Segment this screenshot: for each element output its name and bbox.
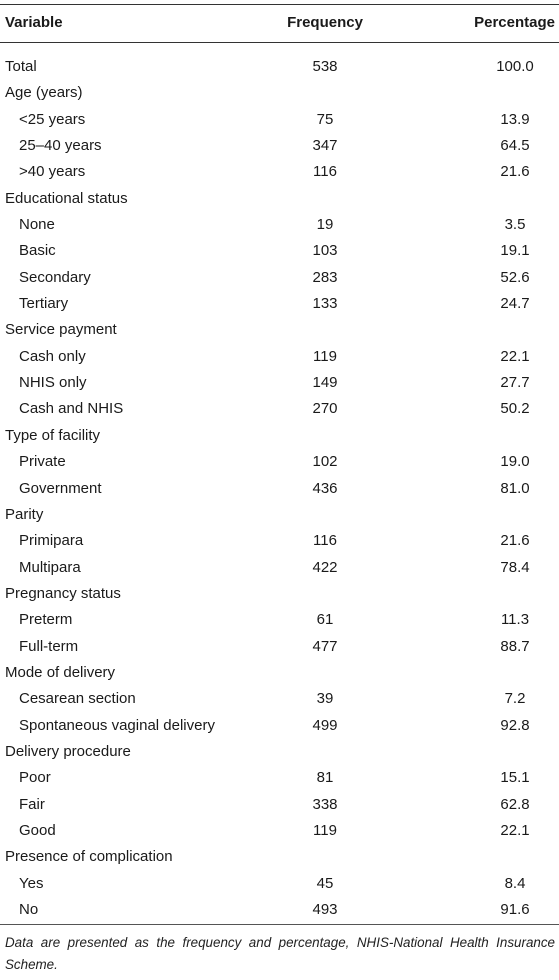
row-label: Service payment — [5, 321, 117, 339]
table-row — [0, 108, 559, 134]
row-percentage: 91.6 — [500, 901, 530, 918]
row-percentage: 88.7 — [500, 637, 530, 655]
row-label: Yes — [19, 874, 44, 892]
table-row-category — [0, 740, 559, 766]
row-frequency: 538 — [312, 58, 338, 75]
table-body — [0, 55, 559, 924]
table-row — [0, 898, 559, 924]
row-frequency: 436 — [312, 479, 338, 497]
row-frequency: 477 — [312, 637, 338, 655]
row-label: Total — [5, 58, 37, 75]
row-percentage: 21.6 — [500, 532, 530, 550]
row-percentage: 7.2 — [504, 690, 526, 708]
table-row — [0, 793, 559, 819]
row-percentage: 13.9 — [500, 110, 530, 128]
table-row — [0, 556, 559, 582]
row-percentage: 62.8 — [500, 795, 530, 813]
row-percentage: 19.1 — [500, 242, 530, 260]
row-label: Parity — [5, 505, 44, 523]
row-percentage: 11.3 — [500, 611, 530, 629]
row-label: Primipara — [19, 532, 84, 550]
table-row — [0, 687, 559, 713]
row-frequency: 270 — [312, 400, 338, 418]
table-row — [0, 397, 559, 423]
row-percentage: 92.8 — [500, 716, 530, 734]
table-row — [0, 371, 559, 397]
row-percentage: 19.0 — [500, 453, 530, 471]
header-variable: Variable — [5, 14, 63, 31]
row-frequency: 133 — [312, 295, 338, 313]
row-percentage: 27.7 — [500, 374, 530, 392]
table-row — [0, 292, 559, 318]
table-row — [0, 819, 559, 845]
row-percentage: 50.2 — [500, 400, 530, 418]
table-row — [0, 160, 559, 186]
row-label: Pregnancy status — [5, 584, 121, 602]
row-label: None — [19, 216, 55, 234]
row-label: Full-term — [19, 637, 79, 655]
row-frequency: 119 — [313, 347, 337, 365]
table-header — [0, 4, 559, 42]
row-label: Cash and NHIS — [19, 400, 124, 418]
row-frequency: 102 — [312, 453, 338, 471]
table-row — [0, 239, 559, 265]
header-percentage: Percentage — [474, 14, 555, 31]
table-row-category — [0, 81, 559, 107]
row-label: 25–40 years — [19, 137, 102, 155]
row-frequency: 119 — [313, 821, 337, 839]
table-row — [0, 213, 559, 239]
row-frequency: 116 — [313, 163, 337, 181]
table-row — [0, 608, 559, 634]
row-percentage: 64.5 — [500, 137, 530, 155]
row-label: Mode of delivery — [5, 663, 116, 681]
row-percentage: 78.4 — [500, 558, 530, 576]
table-bottom-rule — [0, 924, 559, 925]
table-row-category — [0, 424, 559, 450]
row-percentage: 81.0 — [500, 479, 530, 497]
row-frequency: 422 — [312, 558, 338, 576]
table-row-category — [0, 661, 559, 687]
row-frequency: 116 — [313, 532, 337, 550]
row-frequency: 338 — [312, 795, 338, 813]
header-frequency: Frequency — [287, 14, 363, 31]
row-label: Fair — [19, 795, 45, 813]
row-label: Age (years) — [5, 84, 83, 102]
table-row — [0, 345, 559, 371]
row-label: Government — [19, 479, 102, 497]
table-row-category — [0, 318, 559, 344]
row-label: >40 years — [19, 163, 86, 181]
row-frequency: 103 — [312, 242, 338, 260]
row-frequency: 81 — [316, 769, 334, 787]
table-row-category — [0, 845, 559, 871]
row-label: NHIS only — [19, 374, 87, 392]
row-label: Type of facility — [5, 426, 101, 444]
row-label: Educational status — [5, 189, 128, 207]
row-frequency: 347 — [312, 137, 338, 155]
table-row-category — [0, 503, 559, 529]
row-percentage: 24.7 — [500, 295, 530, 313]
row-label: Cesarean section — [19, 690, 136, 708]
row-percentage: 52.6 — [500, 268, 530, 286]
table-row-category — [0, 55, 559, 81]
table-header-rule — [0, 42, 559, 43]
row-label: Spontaneous vaginal delivery — [19, 716, 215, 734]
row-frequency: 499 — [312, 716, 338, 734]
table-row — [0, 477, 559, 503]
row-percentage: 3.5 — [504, 216, 526, 234]
row-frequency: 19 — [316, 216, 334, 234]
table-row — [0, 766, 559, 792]
row-label: Private — [19, 453, 66, 471]
row-frequency: 493 — [312, 901, 338, 918]
table-row — [0, 450, 559, 476]
row-label: Cash only — [19, 347, 86, 365]
row-frequency: 283 — [312, 268, 338, 286]
row-label: Presence of complication — [5, 848, 173, 866]
table-row-category — [0, 582, 559, 608]
row-label: Good — [19, 821, 56, 839]
row-frequency: 149 — [312, 374, 338, 392]
row-frequency: 61 — [316, 611, 334, 629]
table-row-category — [0, 187, 559, 213]
row-label: <25 years — [19, 110, 86, 128]
table-row — [0, 134, 559, 160]
row-label: Basic — [19, 242, 56, 260]
table-row — [0, 872, 559, 898]
row-frequency: 45 — [316, 874, 334, 892]
row-label: Tertiary — [19, 295, 69, 313]
row-percentage: 21.6 — [500, 163, 530, 181]
row-label: Delivery procedure — [5, 742, 131, 760]
row-label: Multipara — [19, 558, 81, 576]
table-row — [0, 266, 559, 292]
row-percentage: 22.1 — [500, 347, 530, 365]
row-frequency: 75 — [316, 110, 334, 128]
row-percentage: 100.0 — [496, 58, 534, 75]
table-footnote: Data are presented as the frequency and percentage, NHIS-National Health Insurance Scheme. — [5, 935, 555, 972]
row-label: Preterm — [19, 611, 73, 629]
row-percentage: 15.1 — [500, 769, 530, 787]
row-percentage: 22.1 — [500, 821, 530, 839]
row-label: No — [19, 901, 39, 918]
table-row — [0, 714, 559, 740]
row-label: Secondary — [19, 268, 91, 286]
row-frequency: 39 — [316, 690, 334, 708]
row-percentage: 8.4 — [504, 874, 526, 892]
table-row — [0, 529, 559, 555]
table-row — [0, 635, 559, 661]
row-label: Poor — [19, 769, 51, 787]
